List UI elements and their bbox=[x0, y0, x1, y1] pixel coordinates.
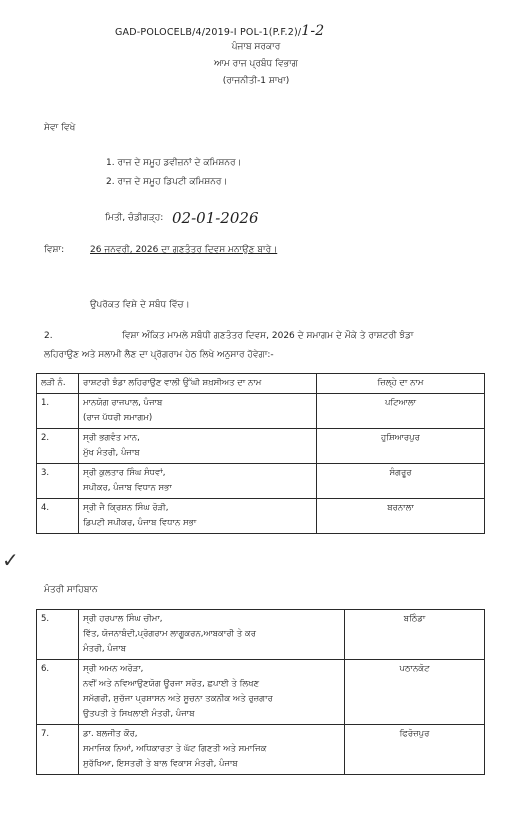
reference-number-handwritten: 1-2 bbox=[301, 23, 325, 39]
subject-label: ਵਿਸ਼ਾ: bbox=[44, 245, 65, 255]
table-row bbox=[37, 660, 485, 725]
table-row bbox=[37, 429, 485, 464]
table-row bbox=[37, 464, 485, 499]
district-cell: ਸੰਗਰੂਰ bbox=[317, 464, 485, 499]
designation-line: ਮੁੱਖ ਮੰਤਰੀ, ਪੰਜਾਬ bbox=[83, 448, 140, 458]
district-cell: ਪਟਿਆਲਾ bbox=[317, 394, 485, 429]
ministers-table bbox=[36, 609, 485, 775]
designation-line: ਸਪੀਕਰ, ਪੰਜਾਬ ਵਿਧਾਨ ਸਭਾ bbox=[83, 483, 172, 493]
flag-hoisting-table bbox=[36, 373, 485, 534]
paragraph-1: ਉਪਰੋਕਤ ਵਿਸ਼ੇ ਦੇ ਸਬੰਧ ਵਿੱਚ। bbox=[90, 300, 190, 310]
paragraph-2-line-2: ਲਹਿਰਾਉਣ ਅਤੇ ਸਲਾਮੀ ਲੈਣ ਦਾ ਪ੍ਰੋਗਰਾਮ ਹੇਠ ਲਿਖੇ ਅਨੁਸਾਰ ਹੋਵੇਗਾ:- bbox=[44, 350, 274, 360]
recipient-1: 1. ਰਾਜ ਦੇ ਸਮੂਹ ਡਵੀਜ਼ਨਾਂ ਦੇ ਕਮਿਸ਼ਨਰ। bbox=[106, 158, 242, 168]
name-line: ਸ੍ਰੀ ਜੈ ਕ੍ਰਿਸ਼ਨ ਸਿੰਘ ਰੋੜੀ, bbox=[83, 503, 169, 513]
handwritten-tick-mark: ✓ bbox=[2, 548, 19, 572]
portfolio-line: ਸਮੱਗਰੀ, ਸੁਚੱਜਾ ਪ੍ਰਸ਼ਾਸਨ ਅਤੇ ਸੂਚਨਾ ਤਕਨੀਕ ਅਤੇ ਰੁਜ਼ਗਾਰ bbox=[83, 694, 273, 704]
table-row bbox=[37, 610, 485, 660]
serial-cell: 4. bbox=[37, 499, 79, 534]
header-govt: ਪੰਜਾਬ ਸਰਕਾਰ bbox=[231, 42, 281, 52]
seva-vikhe: ਸੇਵਾ ਵਿਖੇ bbox=[44, 123, 76, 133]
name-cell bbox=[79, 725, 345, 775]
serial-cell: 6. bbox=[37, 660, 79, 725]
serial-cell: 3. bbox=[37, 464, 79, 499]
name-line: ਡਾ. ਬਲਜੀਤ ਕੌਰ, bbox=[83, 729, 138, 739]
name-cell bbox=[79, 464, 317, 499]
district-cell: ਪਠਾਨਕੋਟ bbox=[345, 660, 485, 725]
reference-number-printed: GAD-POLOCELB/4/2019-I POL-1(P.F.2)/ bbox=[115, 27, 302, 38]
name-line: ਸ੍ਰੀ ਹਰਪਾਲ ਸਿੰਘ ਚੀਮਾ, bbox=[83, 614, 163, 624]
name-line: ਸ੍ਰੀ ਕੁਲਤਾਰ ਸਿੰਘ ਸੰਧਵਾਂ, bbox=[83, 468, 166, 478]
col-header-serial: ਲੜੀ ਨੰ. bbox=[37, 374, 79, 394]
district-cell: ਹੁਸ਼ਿਆਰਪੁਰ bbox=[317, 429, 485, 464]
reference-number bbox=[115, 23, 324, 39]
district-cell: ਬਠਿੰਡਾ bbox=[345, 610, 485, 660]
portfolio-line: ਵਿੱਤ, ਯੋਜਨਾਬੰਦੀ,ਪ੍ਰੋਗਰਾਮ ਲਾਗੂਕਰਨ,ਆਬਕਾਰੀ ਤੇ ਕਰ bbox=[83, 629, 256, 639]
portfolio-line: ਸੁਰੱਖਿਆ, ਇਸਤਰੀ ਤੇ ਬਾਲ ਵਿਕਾਸ ਮੰਤਰੀ, ਪੰਜਾਬ bbox=[83, 759, 238, 769]
recipient-2: 2. ਰਾਜ ਦੇ ਸਮੂਹ ਡਿਪਟੀ ਕਮਿਸ਼ਨਰ। bbox=[106, 177, 228, 187]
table-row bbox=[37, 394, 485, 429]
serial-cell: 2. bbox=[37, 429, 79, 464]
name-cell bbox=[79, 660, 345, 725]
table-row bbox=[37, 499, 485, 534]
name-line: ਸ੍ਰੀ ਭਗਵੰਤ ਮਾਨ, bbox=[83, 433, 140, 443]
date-label: ਮਿਤੀ, ਚੰਡੀਗੜ੍ਹ: bbox=[105, 213, 164, 223]
portfolio-line: ਸਮਾਜਿਕ ਨਿਆਂ, ਅਧਿਕਾਰਤਾ ਤੇ ਘੱਟ ਗਿਣਤੀ ਅਤੇ ਸਮਾਜਿਕ bbox=[83, 744, 267, 754]
name-cell bbox=[79, 394, 317, 429]
name-cell bbox=[79, 429, 317, 464]
district-cell: ਫਿਰੋਜ਼ਪੁਰ bbox=[345, 725, 485, 775]
col-header-district: ਜ਼ਿਲ੍ਹੇ ਦਾ ਨਾਮ bbox=[317, 374, 485, 394]
designation-line: ਡਿਪਟੀ ਸਪੀਕਰ, ਪੰਜਾਬ ਵਿਧਾਨ ਸਭਾ bbox=[83, 518, 197, 528]
paragraph-2-number: 2. bbox=[44, 331, 53, 341]
col-header-name: ਰਾਸ਼ਟਰੀ ਝੰਡਾ ਲਹਿਰਾਉਣ ਵਾਲੀ ਉੱਘੀ ਸ਼ਖ਼ਸੀਅਤ ਦਾ ਨਾਮ bbox=[79, 374, 317, 394]
district-cell: ਬਰਨਾਲਾ bbox=[317, 499, 485, 534]
serial-cell: 1. bbox=[37, 394, 79, 429]
portfolio-line: ਮੰਤਰੀ, ਪੰਜਾਬ bbox=[83, 644, 127, 654]
portfolio-line: ਉਤਪਤੀ ਤੇ ਸਿਖਲਾਈ ਮੰਤਰੀ, ਪੰਜਾਬ bbox=[83, 709, 195, 719]
subject-text: 26 ਜਨਵਰੀ, 2026 ਦਾ ਗਣਤੰਤਰ ਦਿਵਸ ਮਨਾਉਣ ਬਾਰੇ। bbox=[90, 245, 278, 255]
portfolio-line: ਨਵੀਂ ਅਤੇ ਨਵਿਆਉਣਯੋਗ ਊਰਜਾ ਸਰੋਤ, ਛਪਾਈ ਤੇ ਲਿਖਣ bbox=[83, 679, 260, 689]
date-value: 02-01-2026 bbox=[172, 209, 259, 227]
paragraph-2-line-1: ਵਿਸ਼ਾ ਅੰਕਿਤ ਮਾਮਲੇ ਸਬੰਧੀ ਗਣਤੰਤਰ ਦਿਵਸ, 2026 ਦੇ ਸਮਾਗਮ ਦੇ ਮੌਕੇ ਤੇ ਰਾਸ਼ਟਰੀ ਝੰਡਾ bbox=[122, 331, 414, 341]
name-line: ਸ੍ਰੀ ਅਮਨ ਅਰੋੜਾ, bbox=[83, 664, 144, 674]
serial-cell: 7. bbox=[37, 725, 79, 775]
table-row bbox=[37, 725, 485, 775]
section-title-ministers: ਮੰਤਰੀ ਸਾਹਿਬਾਨ bbox=[44, 585, 98, 595]
designation-line: (ਰਾਜ ਪੱਧਰੀ ਸਮਾਗਮ) bbox=[83, 413, 153, 423]
serial-cell: 5. bbox=[37, 610, 79, 660]
table-header-row bbox=[37, 374, 485, 394]
header-branch: (ਰਾਜਨੀਤੀ-1 ਸ਼ਾਖਾ) bbox=[222, 76, 290, 86]
header-dept: ਆਮ ਰਾਜ ਪ੍ਰਬੰਧ ਵਿਭਾਗ bbox=[214, 59, 298, 69]
name-line: ਮਾਨਯੋਗ ਰਾਜਪਾਲ, ਪੰਜਾਬ bbox=[83, 398, 163, 408]
name-cell bbox=[79, 499, 317, 534]
name-cell bbox=[79, 610, 345, 660]
